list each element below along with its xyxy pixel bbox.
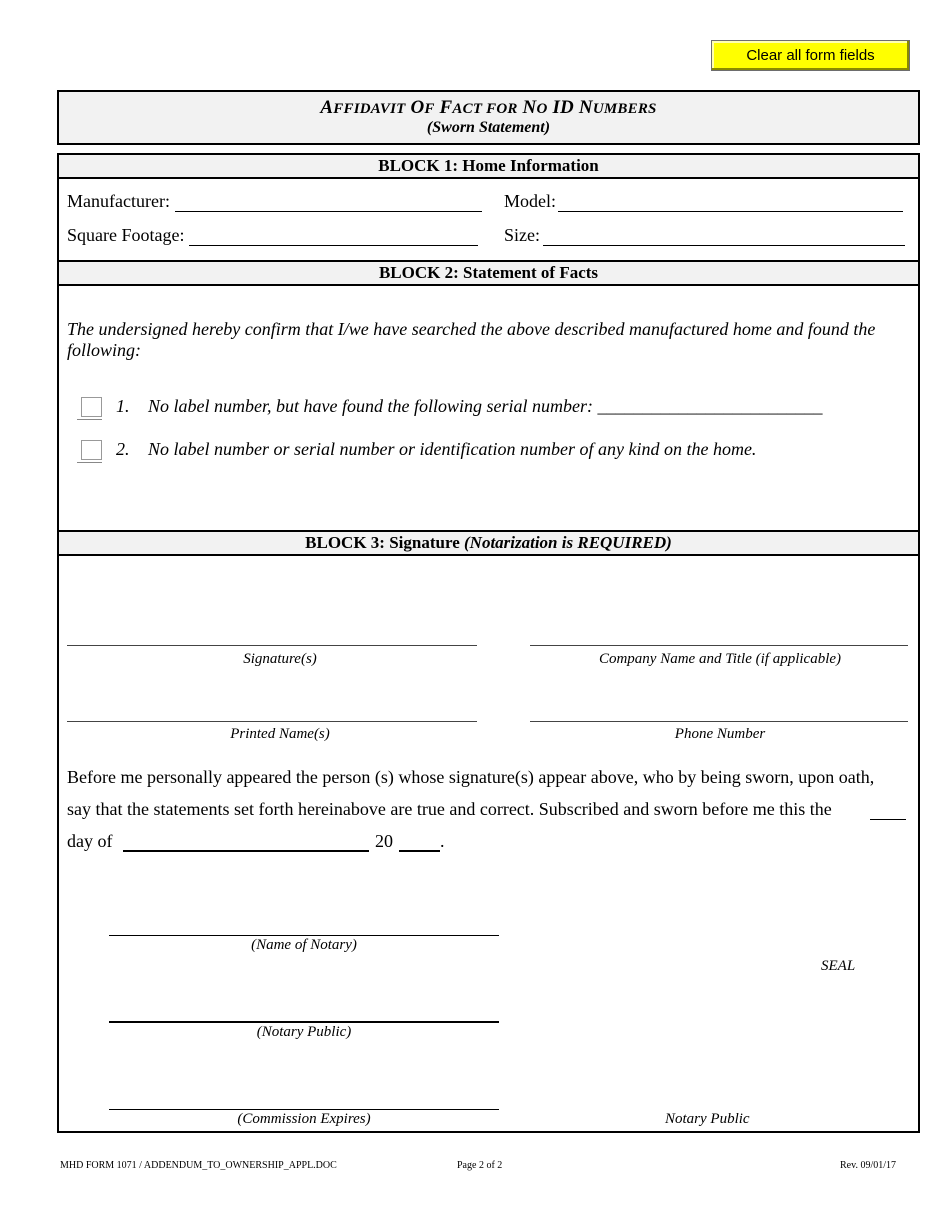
day-of-label: day of: [67, 831, 113, 851]
block3-header-bold: BLOCK 3: Signature: [305, 533, 464, 552]
name-of-notary-caption: (Name of Notary): [251, 937, 357, 953]
manufacturer-label: Manufacturer:: [67, 191, 170, 211]
oath-line-2: say that the statements set forth hereinabove are true and correct. Subscribed and sworn before me this the: [67, 799, 832, 819]
manufacturer-field[interactable]: [175, 211, 482, 212]
form-subtitle: (Sworn Statement): [426, 119, 551, 136]
title-part: F: [424, 101, 435, 117]
notary-public-line[interactable]: [109, 1021, 499, 1023]
block2-intro: The undersigned hereby confirm that I/we have searched the above described manufactured home and found the following:: [67, 319, 876, 360]
oath-line-1: Before me personally appeared the person (s) whose signature(s) appear above, who by being sworn, upon oath,: [67, 767, 875, 787]
title-part: O: [410, 97, 425, 118]
month-field[interactable]: [123, 850, 369, 852]
title-part: N: [522, 97, 537, 118]
day-field[interactable]: [870, 819, 906, 820]
block3-header-italic: (Notarization is REQUIRED): [464, 533, 672, 552]
footer-page: Page 2 of 2: [457, 1160, 503, 1171]
item1-text-body: No label number, but have found the following serial number:: [148, 396, 598, 416]
title-part: ID: [552, 97, 574, 118]
name-of-notary-line[interactable]: [109, 935, 499, 936]
year-field[interactable]: [399, 850, 440, 852]
footer-form-id: MHD FORM 1071 / ADDENDUM_TO_OWNERSHIP_APPL.DOC: [60, 1160, 337, 1171]
square-footage-field[interactable]: [189, 245, 478, 246]
footer-rev: Rev. 09/01/17: [840, 1160, 897, 1171]
title-part: F: [439, 97, 453, 118]
item1-checkbox[interactable]: [81, 397, 102, 417]
item2-text: No label number or serial number or identification number of any kind on the home.: [148, 439, 757, 459]
title-part: UMBERS: [592, 101, 657, 117]
phone-caption: Phone Number: [674, 726, 766, 742]
size-field[interactable]: [543, 245, 905, 246]
title-part: A: [320, 97, 334, 118]
printed-name-caption: Printed Name(s): [230, 726, 330, 742]
square-footage-label: Square Footage:: [67, 225, 185, 245]
year-period: .: [440, 831, 445, 851]
block1-header: BLOCK 1: Home Information: [59, 155, 918, 179]
form-body: [57, 153, 920, 1133]
signature-line[interactable]: [67, 645, 477, 646]
item2-checkbox[interactable]: [81, 440, 102, 460]
title-part: O: [536, 101, 548, 117]
item2-number: 2.: [116, 439, 130, 459]
phone-number-line[interactable]: [530, 721, 908, 722]
notary-public-label: Notary Public: [665, 1111, 750, 1127]
block2-header: BLOCK 2: Statement of Facts: [59, 260, 918, 286]
item1-number: 1.: [116, 396, 130, 416]
clear-all-form-fields-button[interactable]: Clear all form fields: [711, 40, 910, 71]
printed-name-line[interactable]: [67, 721, 477, 722]
commission-expires-caption: (Commission Expires): [237, 1111, 371, 1127]
form-title-box: [57, 90, 920, 145]
company-caption: Company Name and Title (if applicable): [598, 651, 842, 667]
model-label: Model:: [504, 191, 556, 211]
title-part: FFIDAVIT: [333, 101, 406, 117]
notary-public-caption: (Notary Public): [256, 1024, 352, 1040]
item1-text: [148, 396, 822, 417]
size-label: Size:: [504, 225, 540, 245]
model-field[interactable]: [558, 211, 903, 212]
title-part: ACT FOR: [452, 101, 518, 117]
serial-number-field[interactable]: _________________________: [597, 396, 823, 416]
company-name-line[interactable]: [530, 645, 908, 646]
title-part: N: [578, 97, 593, 118]
year-prefix: 20: [375, 831, 393, 851]
signature-caption: Signature(s): [243, 651, 317, 667]
form-title: [59, 97, 918, 119]
block3-header: [59, 530, 918, 556]
seal-label: SEAL: [821, 958, 856, 974]
commission-expires-line[interactable]: [109, 1109, 499, 1110]
